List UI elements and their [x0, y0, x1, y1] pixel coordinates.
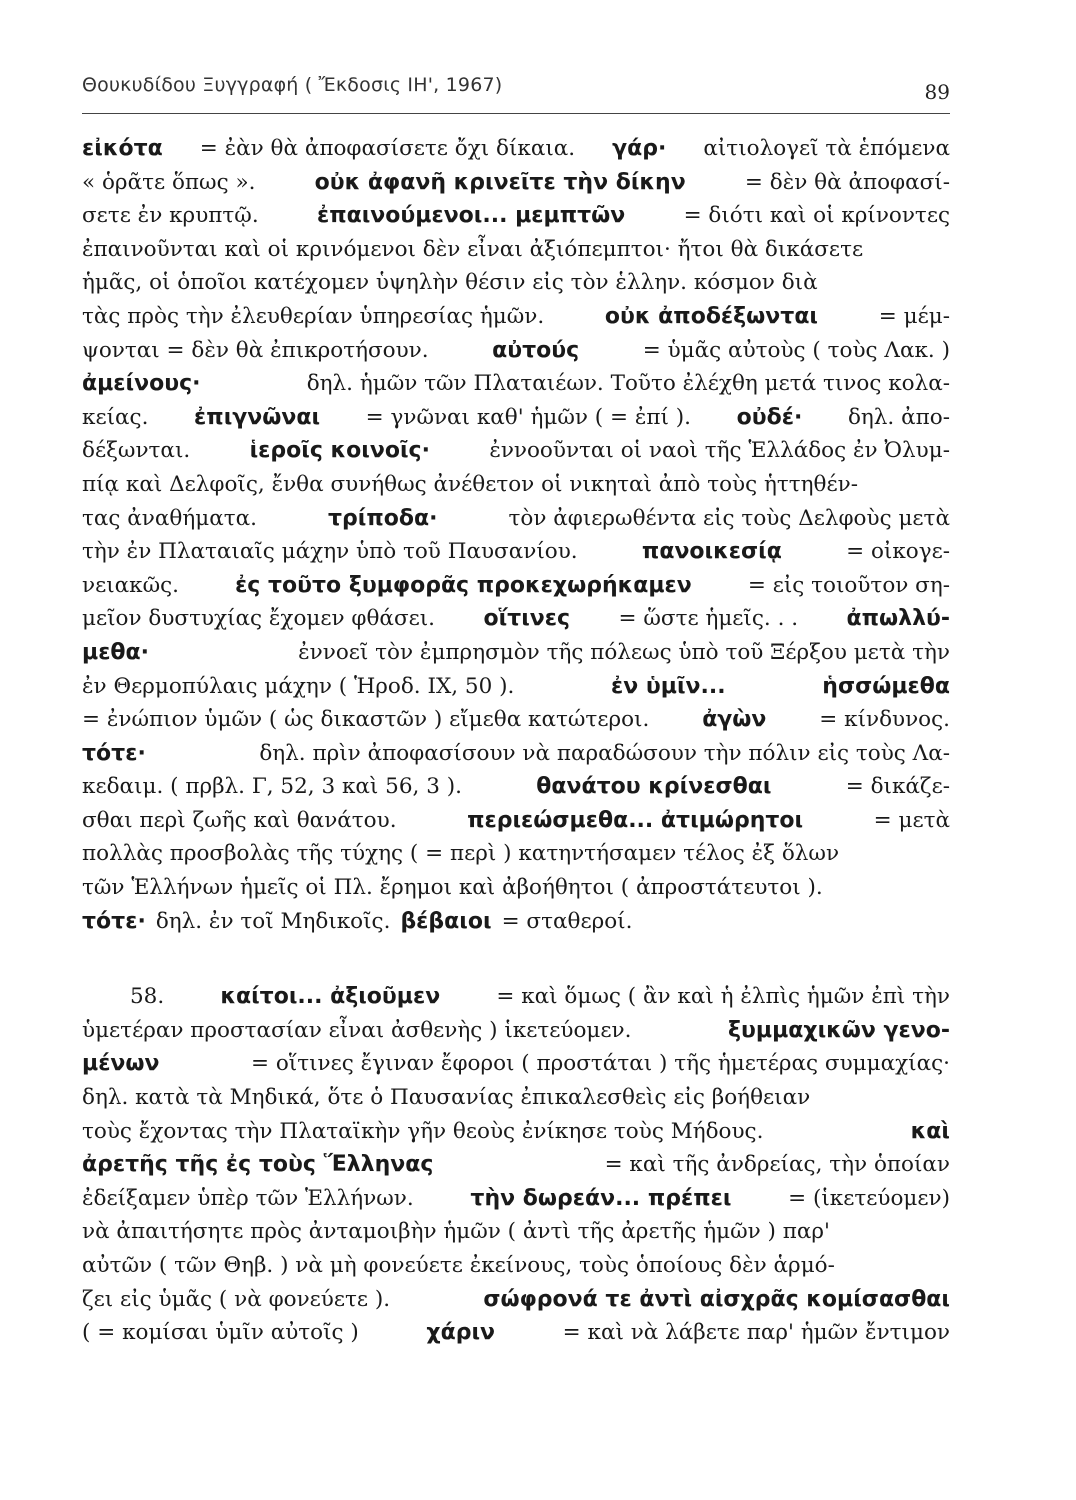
- gloss-text: δηλ. ἀπο-: [847, 404, 950, 430]
- text-line: [82, 640, 950, 674]
- lemma-term: βέβαιοι: [400, 908, 492, 934]
- gloss-text: = μετὰ: [873, 807, 950, 833]
- lemma-term: τότε·: [82, 740, 146, 766]
- gloss-text: δηλ. ἐν τοῖ Μηδικοῖς.: [155, 908, 391, 934]
- lemma-term: μένων: [82, 1051, 160, 1077]
- gloss-text: = γνῶναι καθ' ἡμῶν ( = ἐπί ).: [365, 404, 691, 430]
- text-line: [82, 371, 950, 405]
- text-line: [82, 573, 950, 607]
- text-line: [82, 170, 950, 204]
- lemma-term: γάρ·: [612, 136, 667, 161]
- gloss-text: = δικάζε-: [845, 774, 950, 800]
- lemma-term: τρίποδα·: [328, 505, 438, 531]
- text-line: [82, 674, 950, 708]
- gloss-text: δέξωνται.: [82, 438, 191, 464]
- gloss-text: = δὲν θὰ ἀποφασί-: [744, 169, 950, 195]
- text-line: [82, 438, 950, 472]
- lemma-term: πανοικεσίᾳ: [641, 539, 782, 565]
- gloss-text: νὰ ἀπαιτήσητε πρὸς ἀνταμοιβὴν ἡμῶν ( ἀντὶ τῆς ἀρετῆς ἡμῶν ) παρ': [82, 1219, 830, 1245]
- gloss-text: = εἰς τοιοῦτον ση-: [747, 572, 950, 598]
- text-line: [82, 506, 950, 540]
- lemma-term: χάριν: [426, 1320, 496, 1346]
- text-line: [82, 1152, 950, 1186]
- text-line: [82, 741, 950, 775]
- lemma-term: οἵτινες: [483, 606, 571, 632]
- gloss-text: = καὶ νὰ λάβετε παρ' ἡμῶν ἔντιμον: [562, 1320, 950, 1346]
- gloss-text: ἐννοοῦνται οἱ ναοὶ τῆς Ἑλλάδος ἐν Ὀλυμ-: [489, 438, 950, 464]
- gloss-text: 58.: [130, 984, 165, 1010]
- gloss-text: πίᾳ καὶ Δελφοῖς, ἔνθα συνήθως ἀνέθετον οἱ νικηταὶ ἀπὸ τοὺς ἡττηθέν-: [82, 471, 858, 497]
- gloss-text: πολλὰς προσβολὰς τῆς τύχης ( = περὶ ) κατηντήσαμεν τέλος ἐξ ὅλων: [82, 841, 840, 867]
- running-header: [82, 72, 950, 112]
- header-rule: [82, 113, 950, 114]
- text-line: [82, 539, 950, 573]
- text-line: [82, 841, 950, 875]
- gloss-text: αὐτῶν ( τῶν Θηβ. ) νὰ μὴ φονεύετε ἐκείνους, τοὺς ὁποίους δὲν ἁρμό-: [82, 1253, 835, 1278]
- gloss-text: = μέμ-: [878, 303, 950, 329]
- gloss-text: ἡμᾶς, οἱ ὁποῖοι κατέχομεν ὑψηλὴν θέσιν εἰς τὸν ἑλλην. κόσμον διὰ: [82, 270, 818, 296]
- gloss-text: ἐπαινοῦνται καὶ οἱ κρινόμενοι δὲν εἶναι ἀξιόπεμπτοι· ἤτοι θὰ δικάσετε: [82, 236, 864, 262]
- text-line: [82, 707, 950, 741]
- lemma-term: ἀπωλλύ-: [846, 606, 950, 632]
- gloss-text: = οἰκογε-: [846, 539, 950, 565]
- text-line: [82, 304, 950, 338]
- paragraph-gap: [82, 942, 950, 984]
- gloss-text: τῶν Ἑλλήνων ἡμεῖς οἱ Πλ. ἔρημοι καὶ ἀβοήθητοι ( ἀπροστάτευτοι ).: [82, 875, 823, 901]
- lemma-term: ἐπιγνῶναι: [194, 404, 321, 430]
- gloss-text: ἐδείξαμεν ὑπὲρ τῶν Ἑλλήνων.: [82, 1185, 414, 1211]
- gloss-text: « ὁρᾶτε ὅπως ».: [82, 169, 256, 195]
- paragraph-57-commentary: [82, 136, 950, 942]
- text-line: [82, 606, 950, 640]
- text-line: [82, 1119, 950, 1153]
- gloss-text: = διότι καὶ οἱ κρίνοντες: [683, 203, 950, 229]
- gloss-text: = καὶ τῆς ἀνδρείας, τὴν ὁποίαν: [604, 1152, 950, 1178]
- paragraph-58-commentary: [82, 984, 950, 1354]
- gloss-text: ζει εἰς ὑμᾶς ( νὰ φονεύετε ).: [82, 1286, 391, 1312]
- lemma-term: οὐδέ·: [736, 404, 803, 430]
- gloss-text: κείας.: [82, 404, 149, 430]
- lemma-term: ξυμμαχικῶν γενο-: [728, 1017, 950, 1043]
- text-line: [82, 984, 950, 1018]
- lemma-term: ἐς τοῦτο ξυμφορᾶς προκεχωρήκαμεν: [235, 572, 692, 598]
- gloss-text: δηλ. ἡμῶν τῶν Πλαταιέων. Τοῦτο ἐλέχθη μετά τινος κολα-: [306, 371, 950, 397]
- lemma-term: ἡσσώμεθα: [822, 673, 950, 699]
- gloss-text: σετε ἐν κρυπτῷ.: [82, 203, 259, 229]
- text-line: [82, 405, 950, 439]
- lemma-term: τότε·: [82, 908, 146, 934]
- lemma-term: θανάτου κρίνεσθαι: [536, 774, 772, 800]
- text-line: [82, 270, 950, 304]
- lemma-term: ἀμείνους·: [82, 371, 201, 397]
- text-line: [82, 472, 950, 506]
- gloss-text: ( = κομίσαι ὑμῖν αὐτοῖς ): [82, 1320, 359, 1346]
- gloss-text: κεδαιμ. ( πρβλ. Γ, 52, 3 καὶ 56, 3 ).: [82, 774, 462, 800]
- text-line: [82, 1320, 950, 1354]
- text-line: [82, 808, 950, 842]
- lemma-term: εἰκότα: [82, 136, 163, 161]
- gloss-text: νειακῶς.: [82, 572, 180, 598]
- gloss-text: τὰς πρὸς τὴν ἐλευθερίαν ὑπηρεσίας ἡμῶν.: [82, 303, 545, 329]
- lemma-term: ἀγὼν: [702, 707, 767, 733]
- lemma-term: μεθα·: [82, 639, 150, 665]
- running-head-title: Θουκυδίδου Ξυγγραφή ( Ἔκδοσις ΙΗ', 1967): [82, 74, 503, 96]
- lemma-term: καίτοι... ἀξιοῦμεν: [220, 984, 441, 1010]
- gloss-text: = οἵτινες ἔγιναν ἔφοροι ( προστάται ) τῆς ἡμετέρας συμμαχίας·: [250, 1051, 950, 1077]
- lemma-term: καὶ: [910, 1118, 950, 1144]
- text-line: [82, 203, 950, 237]
- gloss-text: ψονται = δὲν θὰ ἐπικροτήσουν.: [82, 337, 429, 363]
- text-line: [82, 237, 950, 271]
- lemma-term: ἐπαινούμενοι... μεμπτῶν: [316, 203, 626, 229]
- text-line: [82, 338, 950, 372]
- text-line: [82, 136, 950, 170]
- gloss-text: δηλ. κατὰ τὰ Μηδικά, ὅτε ὁ Παυσανίας ἐπικαλεσθεὶς εἰς βοήθειαν: [82, 1085, 811, 1111]
- gloss-text: = κίνδυνος.: [819, 707, 950, 733]
- lemma-term: ἀρετῆς τῆς ἐς τοὺς Ἕλληνας: [82, 1152, 434, 1178]
- lemma-term: τὴν δωρεάν... πρέπει: [470, 1185, 732, 1211]
- gloss-text: = καὶ ὅμως ( ἂν καὶ ἡ ἐλπὶς ἡμῶν ἐπὶ τὴν: [496, 984, 950, 1010]
- gloss-text: = σταθεροί.: [501, 908, 633, 934]
- gloss-text: δηλ. πρὶν ἀποφασίσουν νὰ παραδώσουν τὴν πόλιν εἰς τοὺς Λα-: [259, 740, 950, 766]
- lemma-term: οὐκ ἀποδέξωνται: [604, 303, 819, 329]
- text-line: [82, 875, 950, 909]
- text-line: [82, 1186, 950, 1220]
- gloss-text: τὸν ἀφιερωθέντα εἰς τοὺς Δελφοὺς μετὰ: [508, 505, 950, 531]
- text-line: [82, 1051, 950, 1085]
- gloss-text: τας ἀναθήματα.: [82, 505, 257, 531]
- text-line: [82, 1085, 950, 1119]
- gloss-text: τὴν ἐν Πλαταιαῖς μάχην ὑπὸ τοῦ Παυσανίου.: [82, 539, 578, 565]
- gloss-text: = ἐὰν θὰ ἀποφασίσετε ὄχι δίκαια.: [199, 136, 576, 161]
- text-line: [82, 774, 950, 808]
- lemma-term: αὐτούς: [492, 337, 580, 363]
- gloss-text: ἐννοεῖ τὸν ἐμπρησμὸν τῆς πόλεως ὑπὸ τοῦ Ξέρξου μετὰ τὴν: [298, 639, 950, 665]
- text-line: [82, 1018, 950, 1052]
- text-line: [82, 1253, 950, 1287]
- text-line: [82, 1219, 950, 1253]
- lemma-term: ἱεροῖς κοινοῖς·: [249, 438, 430, 464]
- gloss-text: αἰτιολογεῖ τὰ ἑπόμενα: [703, 136, 950, 161]
- gloss-text: = ὑμᾶς αὐτοὺς ( τοὺς Λακ. ): [642, 337, 950, 363]
- text-line: [82, 1287, 950, 1321]
- lemma-term: οὐκ ἀφανῆ κρινεῖτε τὴν δίκην: [314, 169, 686, 195]
- lemma-term: περιεώσμεθα... ἀτιμώρητοι: [467, 807, 804, 833]
- gloss-text: = (ἱκετεύομεν): [788, 1185, 950, 1211]
- text-line: [82, 909, 950, 943]
- lemma-term: σώφρονά τε ἀντὶ αἰσχρᾶς κομίσασθαι: [483, 1286, 950, 1312]
- lemma-term: ἐν ὑμῖν...: [611, 673, 726, 699]
- gloss-text: τοὺς ἔχοντας τὴν Πλαταϊκὴν γῆν θεοὺς ἐνίκησε τοὺς Μήδους.: [82, 1118, 764, 1144]
- gloss-text: ἐν Θερμοπύλαις μάχην ( Ἡροδ. ΙΧ, 50 ).: [82, 673, 515, 699]
- gloss-text: ὑμετέραν προστασίαν εἶναι ἀσθενὴς ) ἱκετεύομεν.: [82, 1017, 632, 1043]
- page-number: 89: [924, 80, 950, 104]
- gloss-text: = ὥστε ἡμεῖς. . .: [618, 606, 799, 632]
- gloss-text: = ἐνώπιον ὑμῶν ( ὡς δικαστῶν ) εἴμεθα κατώτεροι.: [82, 707, 650, 733]
- gloss-text: σθαι περὶ ζωῆς καὶ θανάτου.: [82, 807, 397, 833]
- gloss-text: μεῖον δυστυχίας ἔχομεν φθάσει.: [82, 606, 436, 632]
- commentary-body: [82, 136, 950, 1354]
